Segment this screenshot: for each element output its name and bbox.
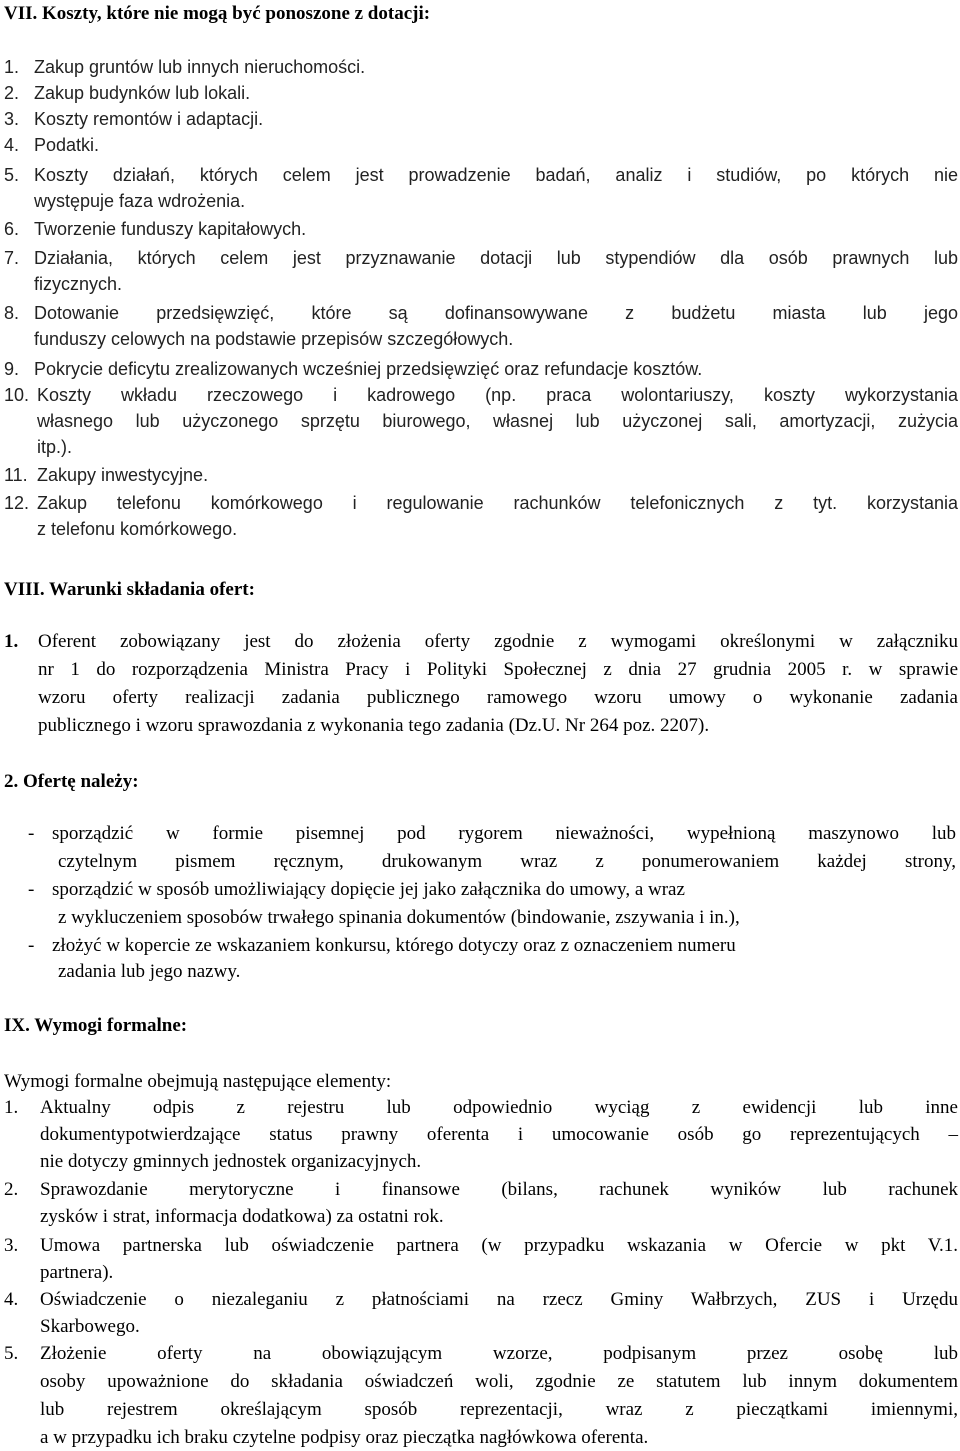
list-item-number: 4.	[4, 1289, 19, 1310]
list-item-text: Sprawozdanie merytoryczne i finansowe (bilans, rachunek wyników lub rachunek	[40, 1179, 958, 1200]
list-item-text: Podatki.	[34, 135, 100, 155]
section-heading: IX. Wymogi formalne:	[4, 1015, 188, 1036]
list-item-text: Dotowanie przedsięwzięć, które są dofinansowywane z budżetu miasta lub jego	[34, 303, 958, 323]
list-item-text: nie dotyczy gminnych jednostek organizacyjnych.	[40, 1151, 422, 1172]
list-item-number: 3.	[4, 1235, 19, 1256]
list-item-number: 10.	[4, 385, 30, 405]
list-item-text: Działania, których celem jest przyznawanie dotacji lub stypendiów dla osób prawnych lub	[34, 248, 958, 268]
list-item-text: Zakup telefonu komórkowego i regulowanie rachunków telefonicznych z tyt. korzystania	[37, 493, 958, 513]
paragraph-number: 1.	[4, 631, 19, 652]
list-item-number: 7.	[4, 248, 20, 268]
list-item-number: 1.	[4, 57, 20, 77]
list-item-number: 9.	[4, 359, 20, 379]
bullet-text: z wykluczeniem sposobów trwałego spinania dokumentów (bindowanie, zszywania i in.),	[58, 907, 740, 928]
list-item-text: Aktualny odpis z rejestru lub odpowiednio wyciąg z ewidencji lub inne	[40, 1097, 958, 1118]
list-item-number: 6.	[4, 219, 20, 239]
list-item-text: Pokrycie deficytu zrealizowanych wcześniej przedsięwzięć oraz refundacje kosztów.	[34, 359, 703, 379]
list-item-text: fizycznych.	[34, 274, 123, 294]
list-item-number: 3.	[4, 109, 20, 129]
list-item-text: Skarbowego.	[40, 1316, 140, 1337]
list-item-text: Oświadczenie o niezaleganiu z płatnościami na rzecz Gminy Wałbrzych, ZUS i Urzędu	[40, 1289, 958, 1310]
list-item-text: Koszty działań, których celem jest prowadzenie badań, analiz i studiów, po których nie	[34, 165, 958, 185]
list-item-text: dokumentypotwierdzające status prawny oferenta i umocowanie osób go reprezentujących –	[40, 1124, 958, 1145]
list-item-number: 1.	[4, 1097, 19, 1118]
list-item-number: 8.	[4, 303, 20, 323]
list-item-text: a w przypadku ich braku czytelne podpisy oraz pieczątka nagłówkowa oferenta.	[40, 1427, 649, 1448]
list-item-text: osoby upoważnione do składania oświadczeń woli, zgodnie ze statutem lub innym dokumentem	[40, 1371, 958, 1392]
list-item-number: 11.	[4, 465, 28, 485]
list-item-text: funduszy celowych na podstawie przepisów szczegółowych.	[34, 329, 514, 349]
paragraph-text: nr 1 do rozporządzenia Ministra Pracy i Polityki Społecznej z dnia 27 grudnia 2005 r. w sprawie	[38, 659, 958, 680]
subheading: 2. Ofertę należy:	[4, 771, 139, 792]
list-item-number: 4.	[4, 135, 20, 155]
paragraph-text: wzoru oferty realizacji zadania publicznego ramowego wzoru umowy o wykonanie zadania	[38, 687, 958, 708]
section-heading: VII. Koszty, które nie mogą być ponoszone z dotacji:	[4, 3, 431, 24]
bullet-text: złożyć w kopercie ze wskazaniem konkursu, którego dotyczy oraz z oznaczeniem numeru	[52, 935, 736, 956]
list-item-text: partnera).	[40, 1262, 114, 1283]
list-item-text: występuje faza wdrożenia.	[34, 191, 246, 211]
list-item-text: itp.).	[37, 437, 73, 457]
section-heading: VIII. Warunki składania ofert:	[4, 579, 255, 600]
list-item-text: Umowa partnerska lub oświadczenie partnera (w przypadku wskazania w Ofercie w pkt V.1.	[40, 1235, 958, 1256]
bullet-text: zadania lub jego nazwy.	[58, 961, 241, 982]
list-item-number: 2.	[4, 1179, 19, 1200]
paragraph-text: Oferent zobowiązany jest do złożenia oferty zgodnie z wymogami określonymi w załączniku	[38, 631, 958, 652]
list-item-number: 2.	[4, 83, 20, 103]
bullet-dash: -	[28, 879, 35, 900]
list-item-text: Tworzenie funduszy kapitałowych.	[34, 219, 307, 239]
bullet-dash: -	[28, 823, 35, 844]
list-item-text: Zakup budynków lub lokali.	[34, 83, 251, 103]
list-item-text: z telefonu komórkowego.	[37, 519, 238, 539]
list-item-text: zysków i strat, informacja dodatkowa) za ostatni rok.	[40, 1206, 444, 1227]
paragraph-text: publicznego i wzoru sprawozdania z wykonania tego zadania (Dz.U. Nr 264 poz. 2207).	[38, 715, 710, 736]
list-item-text: własnego lub użyczonego sprzętu biurowego, własnej lub użyczonej sali, amortyzacji, zużycia	[37, 411, 958, 431]
list-item-number: 12.	[4, 493, 30, 513]
bullet-text: sporządzić w formie pisemnej pod rygorem nieważności, wypełnioną maszynowo lub	[52, 823, 956, 844]
list-item-text: lub rejestrem określającym sposób reprezentacji, wraz z pieczątkami imiennymi,	[40, 1399, 958, 1420]
list-item-text: Koszty remontów i adaptacji.	[34, 109, 264, 129]
bullet-text: sporządzić w sposób umożliwiający dopięcie jej jako załącznika do umowy, a wraz	[52, 879, 685, 900]
list-item-text: Zakupy inwestycyjne.	[37, 465, 209, 485]
list-item-text: Zakup gruntów lub innych nieruchomości.	[34, 57, 366, 77]
list-item-text: Złożenie oferty na obowiązującym wzorze, podpisanym przez osobę lub	[40, 1343, 958, 1364]
list-item-number: 5.	[4, 165, 20, 185]
list-item-number: 5.	[4, 1343, 19, 1364]
bullet-text: czytelnym pismem ręcznym, drukowanym wraz z ponumerowaniem każdej strony,	[58, 851, 956, 872]
bullet-dash: -	[28, 935, 35, 956]
intro-text: Wymogi formalne obejmują następujące elementy:	[4, 1071, 392, 1092]
list-item-text: Koszty wkładu rzeczowego i kadrowego (np. praca wolontariuszy, koszty wykorzystania	[37, 385, 958, 405]
